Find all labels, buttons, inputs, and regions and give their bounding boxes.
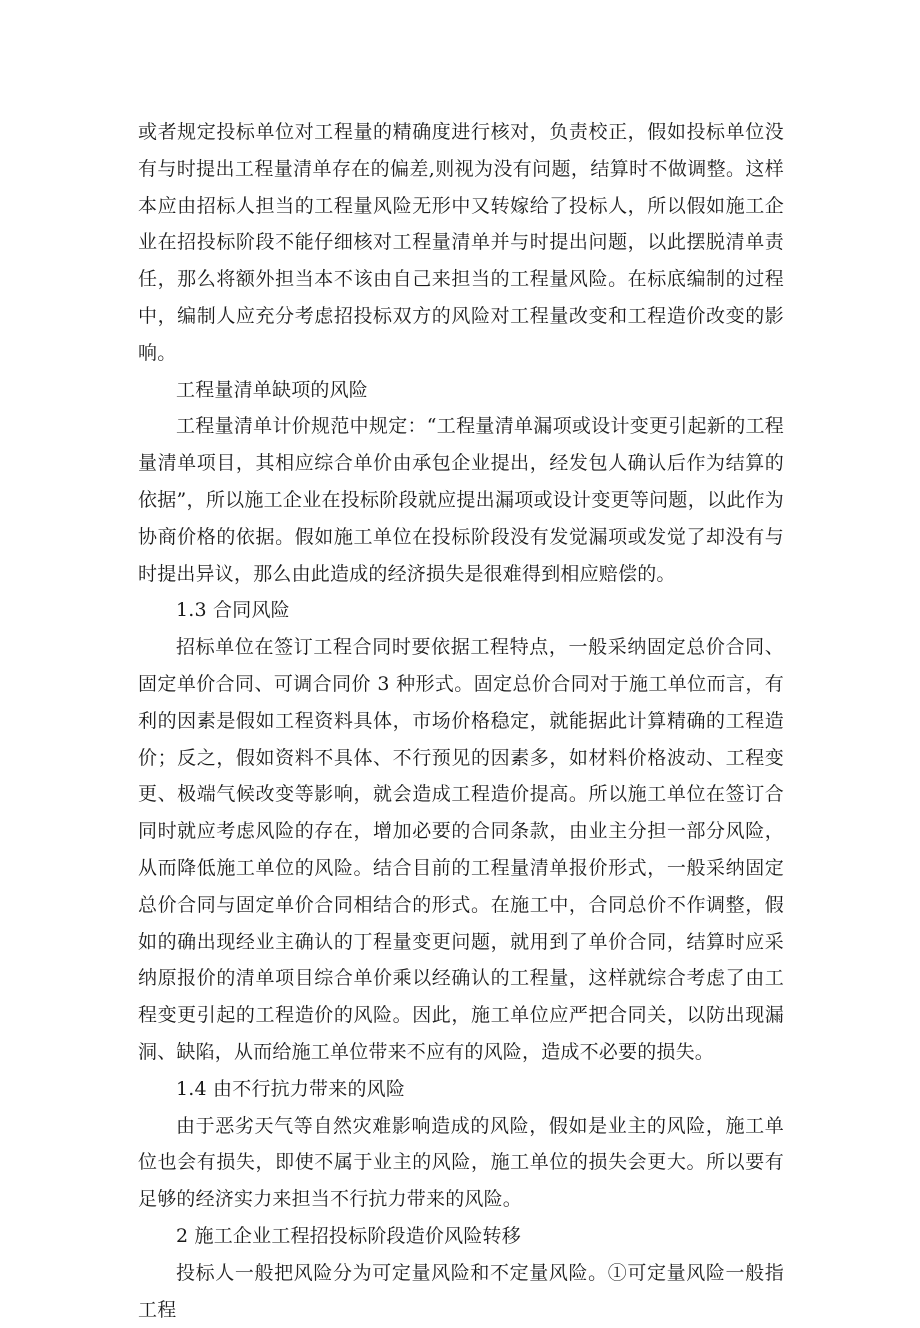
heading-contract-risk: 1.3 合同风险	[176, 599, 290, 622]
heading-force-majeure-risk: 1.4 由不行抗力带来的风险	[176, 1077, 406, 1100]
paragraph-force-majeure-risk: 由于恶劣天气等自然灾难影响造成的风险，假如是业主的风险，施工单位也会有损失，即使不属于业主的风险，施工单位的损失会更大。所以要有足够的经济实力来担当不行抗力带来的风险。	[138, 1114, 784, 1211]
paragraph-contract-risk: 招标单位在签订工程合同时要依据工程特点，一般采纳固定总价合同、固定单价合同、可调合同价 3 种形式。固定总价合同对于施工单位而言，有利的因素是假如工程资料具体，市场价格稳定，就能据此计算精确的工程造价；反之，假如资料不具体、不行预见的因素多，如材料价格波动、工程变更、极端气候改变等影响，就会造成工程造价提高。所以施工单位在签订合同时就应考虑风险的存在，增加必要的合同条款，由业主分担一部分风险，从而降低施工单位的风险。结合目前的工程量清单报价形式，一般采纳固定总价合同与固定单价合同相结合的形式。在施工中，合同总价不作调整，假如的确出现经业主确认的丁程量变更问题，就用到了单价合同，结算时应采纳原报价的清单项目综合单价乘以经确认的工程量，这样就综合考虑了由工程变更引起的工程造价的风险。因此，施工单位应严把合同关，以防出现漏洞、缺陷，从而给施工单位带来不应有的风险，造成不必要的损失。	[138, 636, 784, 1063]
paragraph-quantity-risk-continued: 或者规定投标单位对工程量的精确度进行核对，负责校正，假如投标单位没有与时提出工程量清单存在的偏差,则视为没有问题，结算时不做调整。这样本应由招标人担当的工程量风险无形中又转嫁给了投标人，所以假如施工企业在招投标阶段不能仔细核对工程量清单并与时提出问题，以此摆脱清单责任，那么将额外担当本不该由自己来担当的工程量风险。在标底编制的过程中，编制人应充分考虑招投标双方的风险对工程量改变和工程造价改变的影响。	[138, 121, 784, 364]
heading-bill-omission-risk: 工程量清单缺项的风险	[176, 378, 369, 401]
paragraph-risk-transfer: 投标人一般把风险分为可定量风险和不定量风险。①可定量风险一般指工程	[138, 1261, 784, 1321]
document-body	[138, 114, 784, 1328]
heading-risk-transfer: 2 施工企业工程招投标阶段造价风险转移	[176, 1224, 521, 1247]
paragraph-bill-omission-risk: 工程量清单计价规范中规定：“工程量清单漏项或设计变更引起新的工程量清单项目，其相应综合单价由承包企业提出，经发包人确认后作为结算的依据”，所以施工企业在投标阶段就应提出漏项或设计变更等问题，以此作为协商价格的依据。假如施工单位在投标阶段没有发觉漏项或发觉了却没有与时提出异议，那么由此造成的经济损失是很难得到相应赔偿的。	[138, 415, 784, 585]
